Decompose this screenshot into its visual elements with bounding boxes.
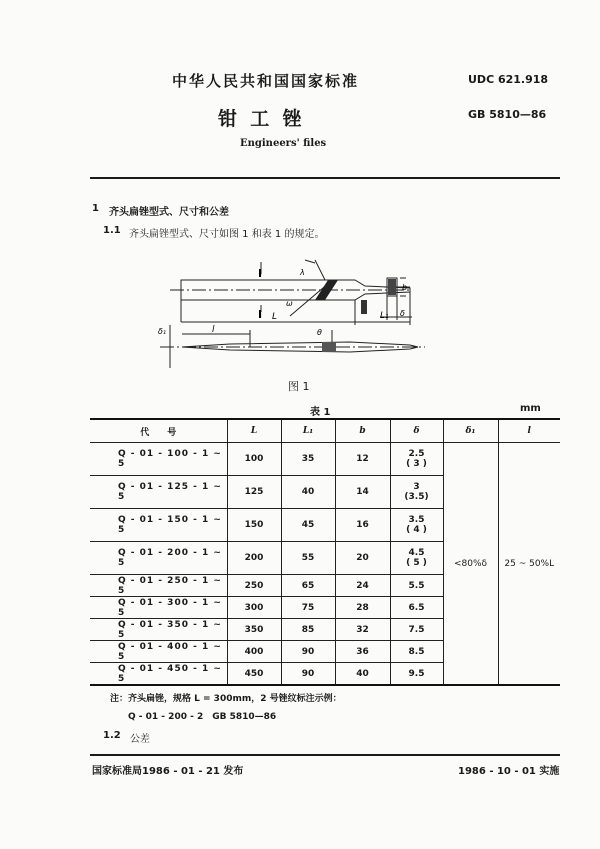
label-omega: ω: [286, 299, 293, 308]
section-1-heading: 齐头扁锉型式、尺寸和公差: [109, 207, 229, 218]
document-title: 钳 工 锉: [218, 108, 302, 130]
cell-L1: 90: [281, 641, 335, 663]
cell-L: 300: [227, 597, 281, 619]
label-lambda: λ: [300, 268, 305, 277]
cell-code: Q - 01 - 450 - 1 ~ 5: [90, 663, 227, 686]
delta-value: 2.5: [408, 449, 425, 459]
label-l: l: [212, 325, 215, 335]
cell-b: 36: [335, 641, 390, 663]
cell-L: 150: [227, 509, 281, 542]
cell-b: 28: [335, 597, 390, 619]
issue-date: 国家标准局1986 - 01 - 21 发布: [92, 766, 244, 777]
cell-L: 200: [227, 542, 281, 575]
cell-b: 14: [335, 476, 390, 509]
delta-value: 4.5: [408, 548, 425, 558]
label-theta: θ: [317, 328, 322, 337]
cell-L: 100: [227, 443, 281, 476]
table-note: 注：齐头扁锉，规格 L = 300mm，2 号锉纹标注示例：: [110, 694, 342, 704]
cell-L1: 85: [281, 619, 335, 641]
cell-delta: [390, 509, 443, 542]
cell-delta: [390, 641, 443, 663]
delta-alt-value: ( 5 ): [406, 558, 427, 568]
section-1-2-number: 1.2: [103, 730, 121, 741]
cell-delta: [390, 575, 443, 597]
cell-L1: 35: [281, 443, 335, 476]
col-header-b: b: [335, 419, 390, 443]
delta-value: 7.5: [408, 624, 425, 635]
delta-value: 3.5: [408, 515, 425, 525]
figure-caption: 图 1: [288, 380, 310, 393]
cell-L1: 75: [281, 597, 335, 619]
cell-L1: 90: [281, 663, 335, 686]
cell-L: 350: [227, 619, 281, 641]
cell-b: 24: [335, 575, 390, 597]
cell-code: Q - 01 - 200 - 1 ~ 5: [90, 542, 227, 575]
label-b: b: [402, 283, 408, 292]
section-1-2-text: 公差: [130, 734, 150, 745]
section-mark-bottom: I: [258, 308, 263, 321]
delta-alt-value: (3.5): [404, 492, 429, 502]
cell-delta: [390, 476, 443, 509]
section-mark-top: I: [258, 267, 263, 280]
cell-l: 25 ~ 50%L: [498, 443, 560, 686]
col-header-L: L: [227, 419, 281, 443]
cell-b: 20: [335, 542, 390, 575]
dimensions-table: [90, 418, 560, 686]
cell-code: Q - 01 - 150 - 1 ~ 5: [90, 509, 227, 542]
label-delta1: δ₁: [158, 327, 167, 336]
cell-L: 250: [227, 575, 281, 597]
cell-code: Q - 01 - 350 - 1 ~ 5: [90, 619, 227, 641]
table-caption: 表 1: [310, 407, 331, 418]
col-header-delta1: δ₁: [443, 419, 498, 443]
table-row: [90, 443, 560, 476]
delta-value: 5.5: [408, 580, 425, 591]
cell-b: 32: [335, 619, 390, 641]
cell-code: Q - 01 - 250 - 1 ~ 5: [90, 575, 227, 597]
cell-delta: [390, 597, 443, 619]
effective-date: 1986 - 10 - 01 实施: [458, 766, 560, 777]
footer-divider: [90, 754, 560, 756]
cell-code: Q - 01 - 300 - 1 ~ 5: [90, 597, 227, 619]
delta-value: 6.5: [408, 602, 425, 613]
issuing-org: 中华人民共和国国家标准: [172, 72, 360, 90]
delta-alt-value: ( 4 ): [406, 525, 427, 535]
delta-value: 9.5: [408, 668, 425, 679]
delta-value: 8.5: [408, 646, 425, 657]
cell-b: 12: [335, 443, 390, 476]
cell-b: 40: [335, 663, 390, 686]
cell-delta: [390, 663, 443, 686]
cell-L: 400: [227, 641, 281, 663]
cell-L: 125: [227, 476, 281, 509]
col-header-delta: δ: [390, 419, 443, 443]
cell-delta: [390, 542, 443, 575]
file-drawing: [150, 250, 490, 390]
col-header-code: 代 号: [90, 419, 227, 443]
cell-b: 16: [335, 509, 390, 542]
section-1-1-text: 齐头扁锉型式、尺寸如图 1 和表 1 的规定。: [129, 229, 325, 240]
label-L1: L₁: [380, 311, 389, 321]
cell-L1: 65: [281, 575, 335, 597]
standard-number: GB 5810—86: [468, 108, 547, 121]
section-1-number: 1: [92, 203, 99, 214]
cell-delta1: <80%δ: [443, 443, 498, 686]
cell-delta: [390, 443, 443, 476]
note-example: Q - 01 - 200 - 2 GB 5810—86: [128, 712, 277, 722]
cell-L1: 40: [281, 476, 335, 509]
english-title: Engineers' files: [240, 138, 327, 149]
cell-L1: 45: [281, 509, 335, 542]
cell-L: 450: [227, 663, 281, 686]
cell-code: Q - 01 - 400 - 1 ~ 5: [90, 641, 227, 663]
section-1-1-number: 1.1: [103, 225, 121, 236]
col-header-l: l: [498, 419, 560, 443]
cell-code: Q - 01 - 125 - 1 ~ 5: [90, 476, 227, 509]
udc-number: UDC 621.918: [468, 73, 549, 86]
col-header-L1: L₁: [281, 419, 335, 443]
table-unit: mm: [520, 403, 541, 414]
cell-code: Q - 01 - 100 - 1 ~ 5: [90, 443, 227, 476]
label-L: L: [272, 312, 278, 322]
cell-L1: 55: [281, 542, 335, 575]
label-delta: δ: [400, 309, 405, 318]
header-divider: [90, 177, 560, 179]
delta-alt-value: ( 3 ): [406, 459, 427, 469]
cell-delta: [390, 619, 443, 641]
delta-value: 3: [413, 482, 420, 492]
